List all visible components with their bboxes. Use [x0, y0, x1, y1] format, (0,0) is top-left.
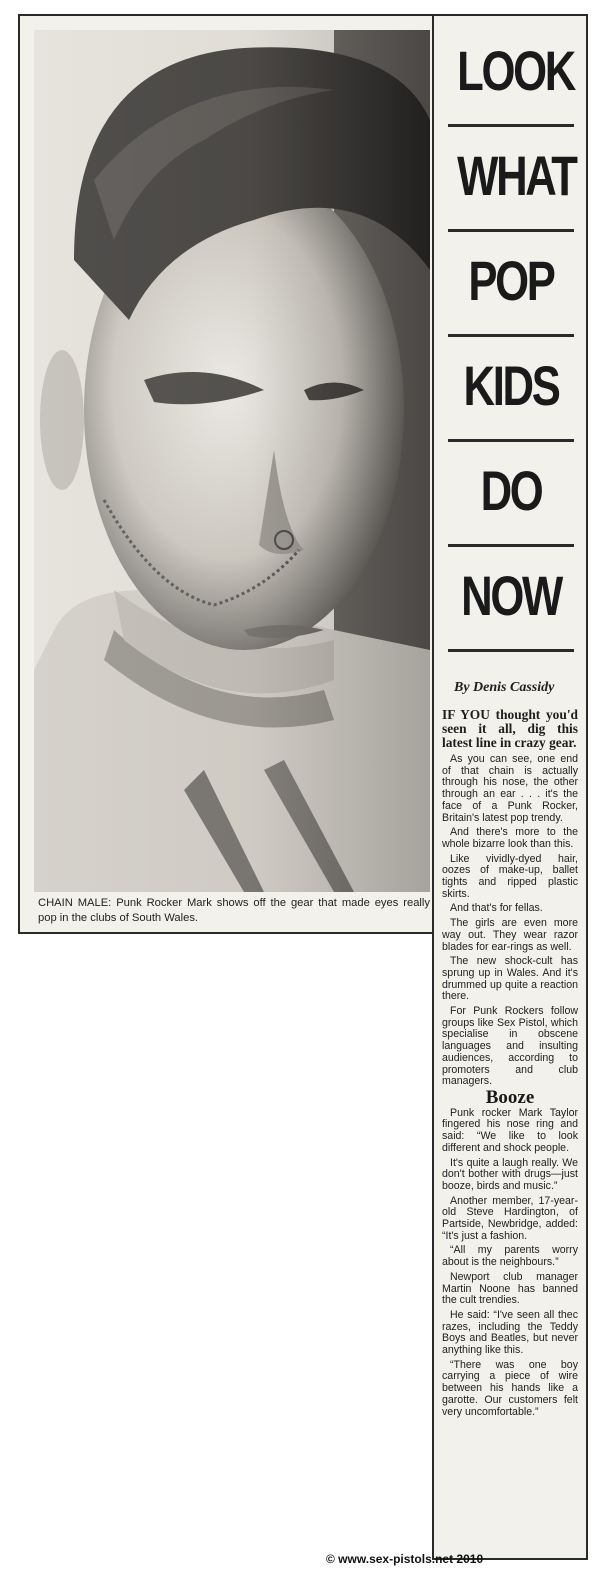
paragraph: For Punk Rockers follow groups like Sex Pistol, which specialise in obscene languages and insulting audiences, according to promoters and club managers.: [442, 1005, 578, 1088]
article-column: [432, 14, 588, 1560]
copyright-notice: © www.sex-pistols.net 2010: [326, 1552, 484, 1566]
paragraph: The girls are even more way out. They wear razor blades for ear-rings as well.: [442, 917, 578, 953]
headline-word: POP: [468, 249, 554, 312]
headline-word: DO: [480, 459, 542, 522]
paragraph: He said: “I've seen all thec razes, including the Teddy Boys and Beatles, but never anything like this.: [442, 1308, 578, 1357]
paragraph: “There was one boy carrying a piece of wire between his hands like a garotte. Our customers felt very uncomfortable.”: [442, 1358, 578, 1418]
headline-word: KIDS: [463, 354, 559, 417]
portrait-photo: [34, 30, 430, 892]
photo-clipping: [18, 14, 440, 934]
headline: [442, 22, 580, 652]
headline-word: LOOK: [457, 39, 574, 102]
article-body: [442, 708, 578, 1421]
paragraph: Punk rocker Mark Taylor fingered his nose ring and said: “We like to look different and shock people.: [442, 1106, 578, 1154]
byline: By Denis Cassidy: [454, 680, 555, 695]
headline-word: NOW: [461, 564, 561, 627]
paragraph: The new shock-cult has sprung up in Wales. And it's drummed up quite a reaction there.: [442, 955, 578, 1003]
paragraph: It's quite a laugh really. We don't bother with drugs—just booze, birds and music.”: [442, 1156, 578, 1192]
lead-paragraph: IF YOU thought you'd seen it all, dig this latest line in crazy gear.: [442, 707, 578, 750]
paragraph: Another member, 17-year-old Steve Hardington, of Partside, Newbridge, added: “It's just a fashion.: [442, 1194, 578, 1242]
paragraph: And there's more to the whole bizarre look than this.: [442, 826, 578, 850]
portrait-illustration: [34, 30, 430, 892]
photo-caption: CHAIN MALE: Punk Rocker Mark shows off the gear that made eyes really pop in the clubs of South Wales.: [38, 897, 430, 924]
paragraph: Like vividly-dyed hair, oozes of make-up, ballet tights and ripped plastic skirts.: [442, 852, 578, 900]
paragraph: Newport club manager Martin Noone has banned the cult trendies.: [442, 1270, 578, 1307]
paragraph: “All my parents worry about is the neighbours.”: [442, 1244, 578, 1269]
subhead: Booze: [485, 1086, 535, 1108]
paragraph: And that's for fellas.: [450, 902, 543, 915]
paragraph: As you can see, one end of that chain is actually through his nose, the other through an ear . . . it's the face of a Punk Rocker, Britain's latest pop trendy.: [442, 753, 578, 824]
headline-word: WHAT: [457, 144, 576, 207]
headline-rule: [448, 649, 574, 652]
